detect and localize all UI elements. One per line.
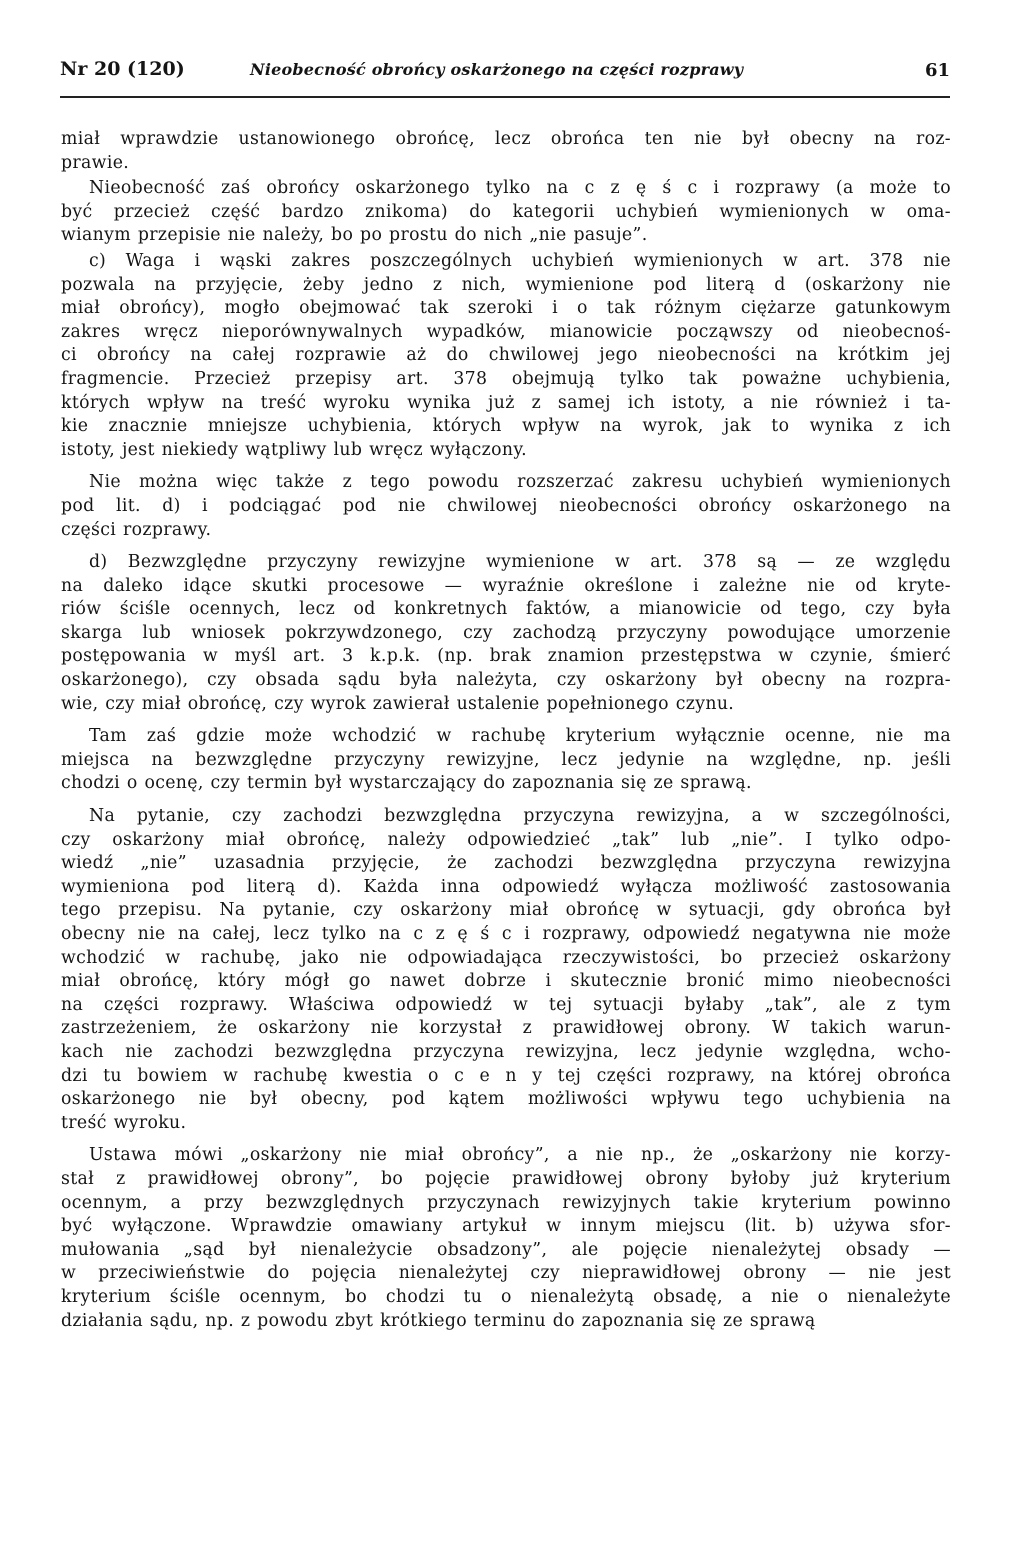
text-line: stał z prawidłowej obrony”, bo pojęcie prawidłowej obrony byłoby już kryterium xyxy=(61,1168,951,1189)
text-line: obecny nie na całej, lecz tylko na c z ę ś c i rozprawy, odpowiedź negatywna nie może xyxy=(61,924,951,944)
text-line: Tam zaś gdzie może wchodzić w rachubę kryterium wyłącznie ocenne, nie ma xyxy=(89,726,951,747)
text-line: Ustawa mówi „oskarżony nie miał obrońcy”, a nie np., że „oskarżony nie korzy- xyxy=(89,1145,951,1166)
text-line: treść wyroku. xyxy=(61,1112,187,1133)
text-line: w przeciwieństwie do pojęcia nienależytej czy nieprawidłowej obrony — nie jest xyxy=(61,1263,951,1284)
text-line: których wpływ na treść wyroku wynika już z samej ich istoty, a nie również i ta- xyxy=(61,392,951,413)
paragraph-gap xyxy=(61,542,951,551)
text-line: kie znacznie mniejsze uchybienia, których wpływ na wyrok, jak to wynika z ich xyxy=(61,416,951,437)
text-line: działania sądu, np. z powodu zbyt krótkiego terminu do zapoznania się ze sprawą xyxy=(61,1310,816,1331)
paragraph xyxy=(61,725,951,796)
paragraph xyxy=(61,1144,951,1333)
text-line: wymieniona pod literą d). Każda inna odpowiedź wyłącza możliwość zastosowania xyxy=(61,876,951,897)
text-line: wchodzić w rachubę, jako nie odpowiadająca rzeczywistości, bo przecież oskarżony xyxy=(61,947,951,968)
text-line: riów ściśle ocennych, lecz od konkretnych faktów, a mianowicie od tego, czy była xyxy=(61,599,951,620)
text-line: miał obrońcy), mogło obejmować tak szeroki i o tak różnym ciężarze gatunkowym xyxy=(61,298,951,319)
issue-number: Nr 20 (120) xyxy=(60,58,185,80)
paragraph-gap xyxy=(61,462,951,471)
running-title: Nieobecność obrońcy oskarżonego na części rozprawy xyxy=(250,60,744,79)
text-line: być wyłączone. Wprawdzie omawiany artykuł w innym miejscu (lit. b) używa sfor- xyxy=(61,1216,951,1237)
text-line: pod lit. d) i podciągać pod nie chwilowej nieobecności obrońcy oskarżonego na xyxy=(61,495,951,516)
paragraph xyxy=(61,177,951,248)
text-line: c) Waga i wąski zakres poszczególnych uchybień wymienionych w art. 378 nie xyxy=(89,250,951,271)
text-line: tego przepisu. Na pytanie, czy oskarżony miał obrońcę w sytuacji, gdy obrońca był xyxy=(61,900,951,921)
text-line: fragmencie. Przecież przepisy art. 378 obejmują tylko tak poważne uchybienia, xyxy=(61,368,951,389)
paragraph xyxy=(61,805,951,1135)
text-line: części rozprawy. xyxy=(61,519,212,540)
text-line: d) Bezwzględne przyczyny rewizyjne wymienione w art. 378 są — ze względu xyxy=(89,552,951,573)
text-line: wianym przepisie nie należy, bo po prostu do nich „nie pasuje”. xyxy=(61,225,648,246)
running-header xyxy=(60,58,950,88)
text-line: ocennym, a przy bezwzględnych przyczynach rewizyjnych takie kryterium powinno xyxy=(61,1192,951,1213)
document-body xyxy=(61,128,951,1333)
header-rule xyxy=(60,96,950,98)
paragraph xyxy=(61,250,951,462)
text-line: istoty, jest niekiedy wątpliwy lub wręcz wyłączony. xyxy=(61,439,528,460)
text-line: Na pytanie, czy zachodzi bezwzględna przyczyna rewizyjna, a w szczególności, xyxy=(89,806,951,827)
paragraph-gap xyxy=(61,796,951,805)
paragraph xyxy=(61,128,951,175)
text-line: miał obrońcę, który mógł go nawet dobrze i skutecznie bronić mimo nieobecności xyxy=(61,971,951,992)
text-line: być przecież część bardzo znikoma) do kategorii uchybień wymienionych w oma- xyxy=(61,201,951,222)
text-line: wiedź „nie” uzasadnia przyjęcie, że zachodzi bezwzględna przyczyna rewizyjna xyxy=(61,853,951,874)
text-line: na części rozprawy. Właściwa odpowiedź w tej sytuacji byłaby „tak”, ale z tym xyxy=(61,994,951,1015)
text-line: miał wprawdzie ustanowionego obrońcę, lecz obrońca ten nie był obecny na roz- xyxy=(61,129,951,149)
paragraph xyxy=(61,471,951,542)
text-line: Nie można więc także z tego powodu rozszerzać zakresu uchybień wymienionych xyxy=(89,472,951,493)
text-line: oskarżonego nie był obecny, pod kątem możliwości wpływu tego uchybienia na xyxy=(61,1089,951,1110)
text-line: pozwala na przyjęcie, żeby jedno z nich, wymienione pod literą d (oskarżony nie xyxy=(61,274,951,295)
text-line: ci obrońcy na całej rozprawie aż do chwilowej jego nieobecności na krótkim jej xyxy=(61,345,951,366)
text-line: wie, czy miał obrońcę, czy wyrok zawierał ustalenie popełnionego czynu. xyxy=(61,693,735,714)
text-line: czy oskarżony miał obrońcę, należy odpowiedzieć „tak” lub „nie”. I tylko odpo- xyxy=(61,829,951,850)
paragraph-gap xyxy=(61,716,951,725)
text-line: chodzi o ocenę, czy termin był wystarczający do zapoznania się ze sprawą. xyxy=(61,773,752,794)
paragraph xyxy=(61,551,951,716)
text-line: prawie. xyxy=(61,152,130,173)
text-line: zastrzeżeniem, że oskarżony nie korzystał z prawidłowej obrony. W takich warun- xyxy=(61,1018,951,1039)
text-line: kach nie zachodzi bezwzględna przyczyna rewizyjna, lecz jedynie względna, wcho- xyxy=(61,1041,951,1062)
page-number: 61 xyxy=(924,60,950,81)
text-line: postępowania w myśl art. 3 k.p.k. (np. brak znamion przestępstwa w czynie, śmierć xyxy=(61,646,951,667)
text-line: dzi tu bowiem w rachubę kwestia o c e n y tej części rozprawy, na której obrońca xyxy=(61,1065,951,1086)
text-line: na daleko idące skutki procesowe — wyraźnie określone i zależne nie od kryte- xyxy=(61,575,951,596)
text-line: zakres wręcz nieporównywalnych wypadków, mianowicie począwszy od nieobecnoś- xyxy=(61,321,951,342)
text-line: skarga lub wniosek pokrzywdzonego, czy zachodzą przyczyny powodujące umorzenie xyxy=(61,622,951,643)
text-line: oskarżonego), czy obsada sądu była należyta, czy oskarżony był obecny na rozpra- xyxy=(61,670,951,691)
text-line: kryterium ściśle ocennym, bo chodzi tu o nienależytą obsadę, a nie o nienależyte xyxy=(61,1286,951,1307)
text-line: mułowania „sąd był nienależycie obsadzony”, ale pojęcie nienależytej obsady — xyxy=(61,1239,951,1260)
paragraph-gap xyxy=(61,1135,951,1144)
text-line: miejsca na bezwzględne przyczyny rewizyjne, lecz jedynie na względne, np. jeśli xyxy=(61,749,951,770)
text-line: Nieobecność zaś obrońcy oskarżonego tylko na c z ę ś c i rozprawy (a może to xyxy=(89,178,951,199)
